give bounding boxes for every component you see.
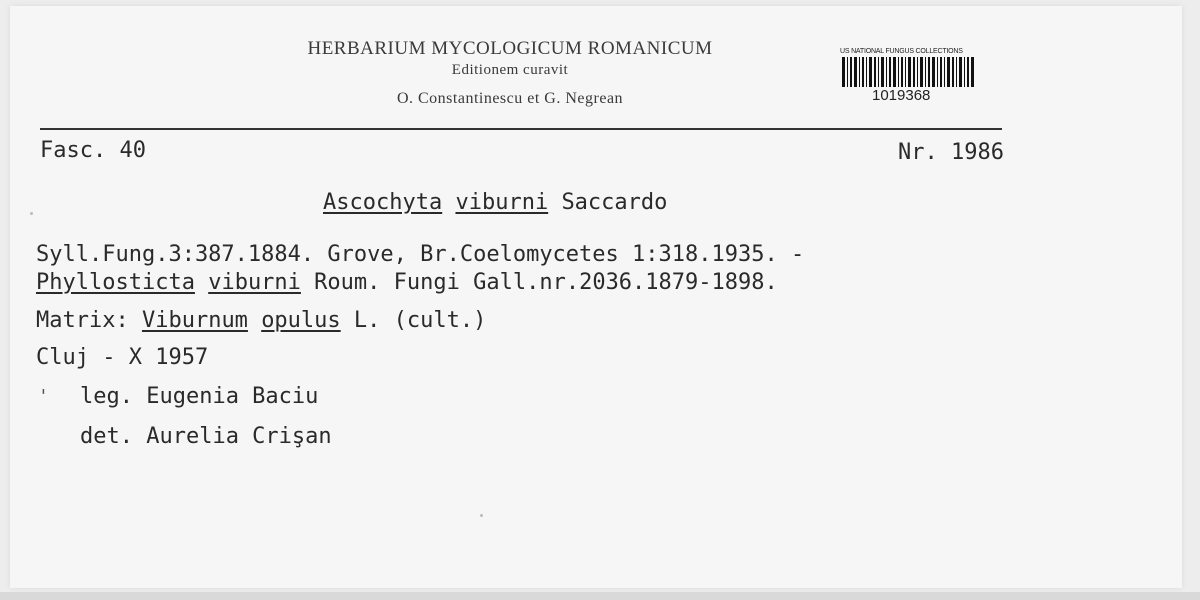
barcode-icon [840,57,976,87]
host-genus: Viburnum [141,308,248,333]
species-author: Saccardo [561,190,668,215]
matrix-line [36,308,486,333]
synonym-genus: Phyllosticta [36,270,195,295]
host-epithet: opulus [261,308,341,333]
citation-line-1: Syll.Fung.3:387.1884. Grove, Br.Coelomycetes 1:318.1935. - [36,242,805,267]
host-author: L. (cult.) [353,308,487,333]
header-divider [40,128,1002,130]
barcode-block [840,48,980,104]
synonym-epithet: viburni [208,270,301,295]
header-editors: O. Constantinescu et G. Negrean [396,90,624,107]
speck [480,514,483,517]
species-name [323,190,667,215]
speck [30,212,33,215]
matrix-label: Matrix: [36,308,129,333]
determiner: det. Aurelia Crişan [80,424,332,449]
specimen-number: Nr. 1986 [898,140,1004,165]
tick-mark: ' [38,386,49,407]
header-subtitle: Editionem curavit [451,62,569,78]
header-title: HERBARIUM MYCOLOGICUM ROMANICUM [307,38,713,59]
collector: leg. Eugenia Baciu [80,384,319,409]
citation-line-2 [36,270,778,295]
barcode-number: 1019368 [872,87,931,104]
locality-date: Cluj - X 1957 [36,345,209,370]
species-epithet: viburni [455,190,549,215]
background-strip [0,592,1200,600]
fascicle-number: Fasc. 40 [40,138,146,163]
species-genus: Ascochyta [323,190,443,215]
barcode-caption: US NATIONAL FUNGUS COLLECTIONS [840,48,963,55]
synonym-reference: Roum. Fungi Gall.nr.2036.1879-1898. [314,270,778,295]
